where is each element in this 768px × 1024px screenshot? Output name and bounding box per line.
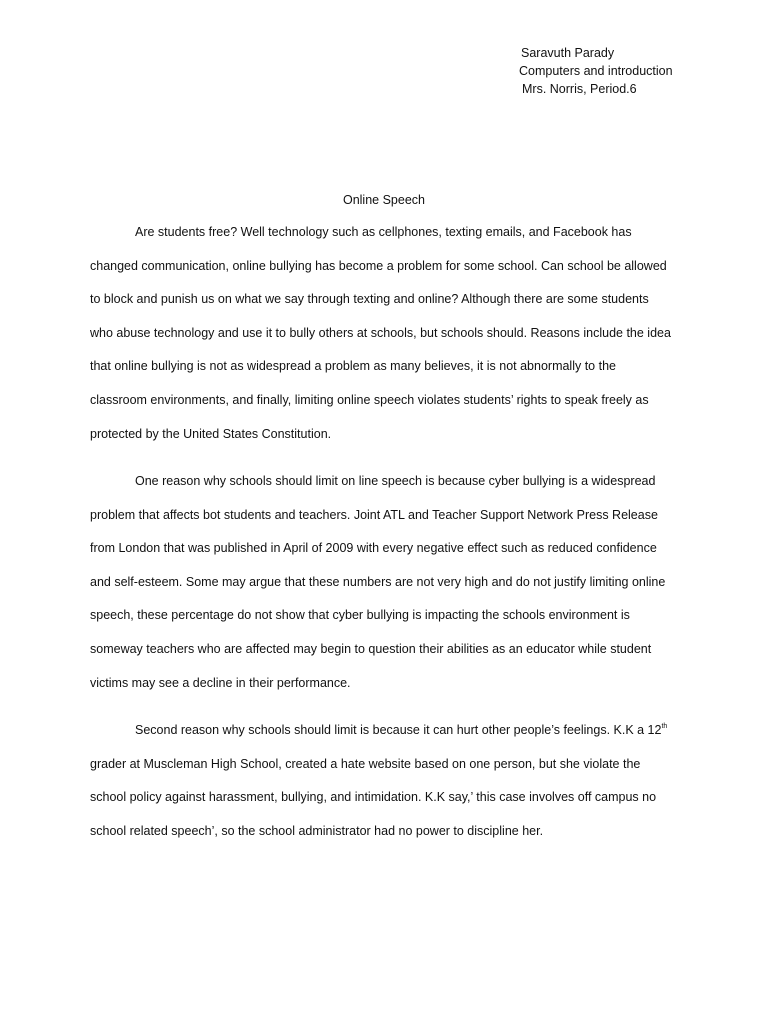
paragraph-line bbox=[90, 722, 667, 756]
paragraph-line: that online bullying is not as widespread a problem as many believes, it is not abnormally to the bbox=[90, 359, 616, 374]
paragraph-line: school policy against harassment, bullying, and intimidation. K.K say,’ this case involves off campus no bbox=[90, 790, 657, 805]
paragraph-line: victims may see a decline in their performance. bbox=[90, 675, 351, 690]
paragraph-line: to block and punish us on what we say through texting and online? Although there are some students bbox=[90, 292, 649, 307]
paragraph-1 bbox=[90, 224, 671, 459]
paragraph-line: problem that affects bot students and teachers. Joint ATL and Teacher Support Network Press Release bbox=[90, 507, 658, 522]
paragraph-line: school related speech’, so the school administrator had no power to discipline her. bbox=[90, 823, 544, 838]
paragraph-line: One reason why schools should limit on line speech is because cyber bullying is a widespread bbox=[135, 474, 656, 488]
author-name: Saravuth Parady bbox=[521, 46, 615, 60]
paragraph-line: classroom environments, and finally, limiting online speech violates students’ rights to speak freely as bbox=[90, 392, 649, 407]
ordinal-suffix: th bbox=[661, 723, 668, 730]
paragraph-line: and self-esteem. Some may argue that these numbers are not very high and do not justify limiting online bbox=[90, 574, 666, 589]
paragraph-line: grader at Muscleman High School, created a hate website based on one person, but she violate the bbox=[90, 756, 641, 771]
paragraph-line: who abuse technology and use it to bully others at schools, but schools should. Reasons include the idea bbox=[90, 325, 671, 340]
author-header bbox=[519, 44, 673, 98]
paragraph-line: speech, these percentage do not show that cyber bullying is impacting the schools environment is bbox=[90, 608, 630, 623]
teacher-period: Mrs. Norris, Period.6 bbox=[522, 82, 637, 96]
paragraph-line-text: Second reason why schools should limit is because it can hurt other people’s feelings. K.K a 12 bbox=[135, 723, 662, 737]
paragraph-line: someway teachers who are affected may begin to question their abilities as an educator while student bbox=[90, 641, 652, 656]
paragraph-line: from London that was published in April of 2009 with every negative effect such as reduced confidence bbox=[90, 541, 657, 556]
course-name: Computers and introduction bbox=[519, 64, 673, 78]
paragraph-line: Are students free? Well technology such as cellphones, texting emails, and Facebook has bbox=[135, 225, 632, 239]
paragraph-line: changed communication, online bullying has become a problem for some school. Can school be allowed bbox=[90, 258, 667, 273]
paragraph-3 bbox=[90, 722, 667, 856]
paragraph-2 bbox=[90, 473, 665, 708]
essay-title: Online Speech bbox=[342, 193, 425, 207]
paragraph-line: protected by the United States Constitution. bbox=[90, 426, 332, 441]
